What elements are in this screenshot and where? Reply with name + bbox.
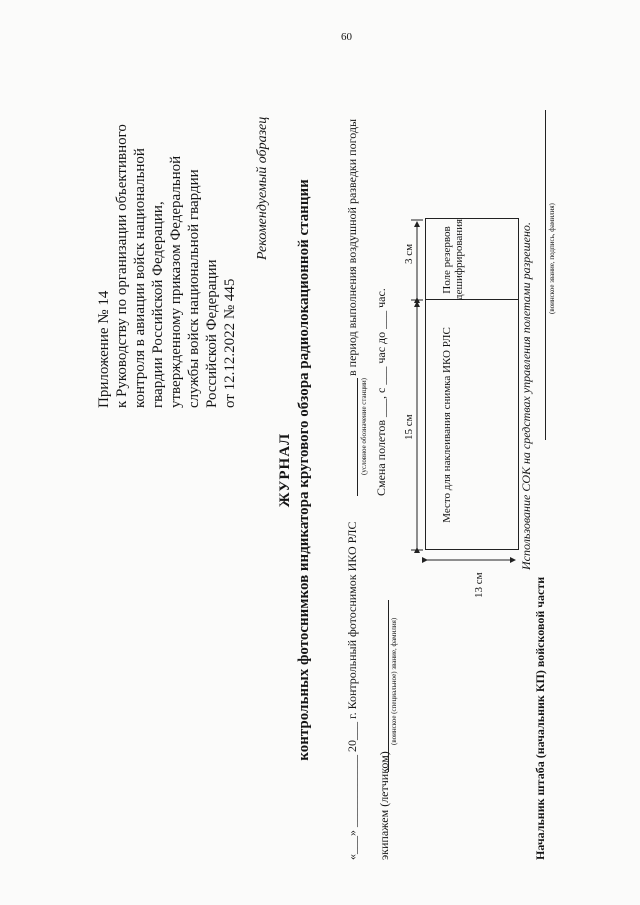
reserve-field-text: Поле резервов дешифрирования — [441, 218, 465, 300]
appendix-line: к Руководству по организации объективного — [114, 124, 130, 408]
chief-signature-line — [545, 110, 546, 440]
appendix-title: Приложение № 14 — [96, 290, 112, 408]
crew-caption: (воинское (специальное) звание, фамилия) — [390, 617, 398, 745]
page-number: 60 — [341, 31, 352, 43]
period-text: в период выполнения воздушной разведки погоды — [345, 118, 359, 376]
dimension-15cm: 15 см — [403, 414, 415, 440]
dimension-arrows — [55, 30, 555, 860]
date-line: «___» ____________ 20___ г. Контрольный фотоснимок ИКО РЛС — [345, 521, 359, 860]
appendix-line: от 12.12.2022 № 445 — [222, 278, 238, 408]
crew-label: экипажем (летчиком) — [377, 751, 391, 860]
usage-note: Использование СОК на средствах управления полетами разрешено. — [519, 222, 533, 570]
appendix-line: контроля в авиации войск национальной — [132, 148, 148, 408]
dimension-13cm: 13 см — [473, 572, 485, 598]
journal-subtitle: контрольных фотоснимков индикатора кругового обзора радиолокационной станции — [296, 179, 312, 761]
photo-place-text: Место для наклеивания снимка ИКО РЛС — [441, 327, 453, 523]
rotated-form — [55, 30, 555, 860]
appendix-line: службы войск национальной гвардии — [186, 169, 202, 408]
shift-text: Смена полетов ___, с ___ час до ___ час. — [374, 288, 388, 496]
appendix-line: утвержденному приказом Федеральной — [168, 155, 184, 408]
recommended-sample-label: Рекомендуемый образец — [255, 116, 270, 260]
dimension-3cm: 3 см — [403, 243, 415, 264]
journal-title: ЖУРНАЛ — [277, 432, 293, 508]
appendix-line: гвардии Российской Федерации, — [150, 201, 166, 408]
station-caption: (условное обозначение станции) — [360, 378, 368, 475]
chief-label: Начальник штаба (начальник КП) войсковой части — [533, 576, 547, 860]
chief-caption: (воинское звание, подпись, фамилия) — [548, 203, 556, 314]
appendix-line: Российской Федерации — [204, 259, 220, 408]
